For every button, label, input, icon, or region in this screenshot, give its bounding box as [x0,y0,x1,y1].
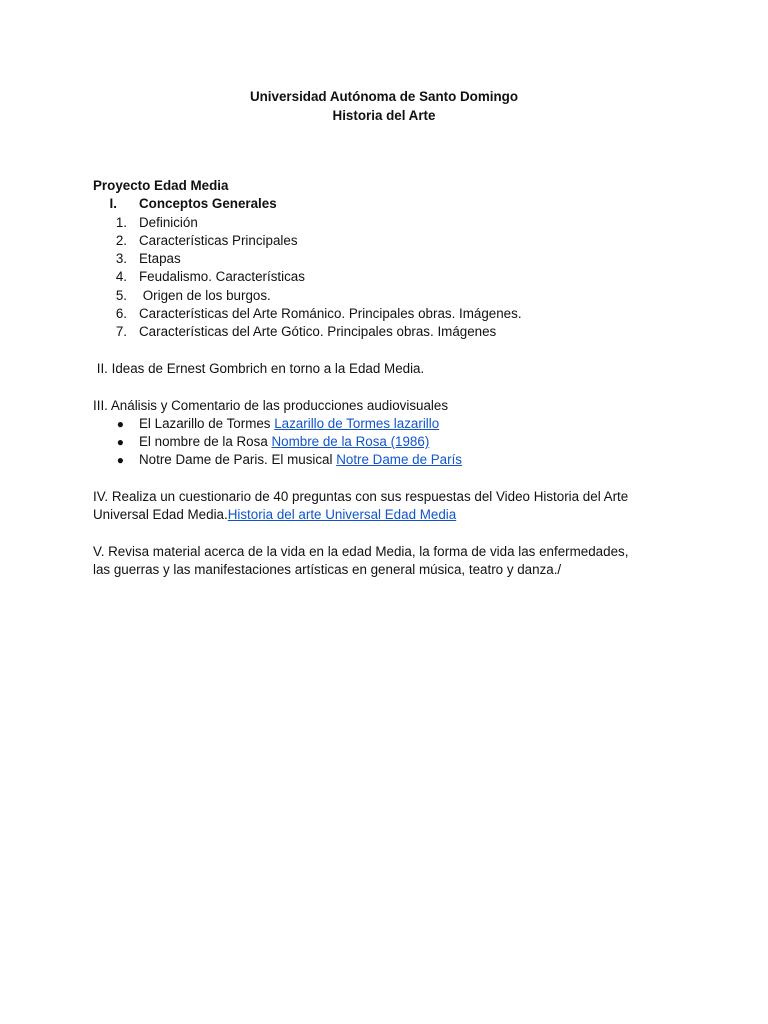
list-item-text: Características del Arte Románico. Principales obras. Imágenes. [139,306,522,322]
lazarillo-link[interactable]: Lazarillo de Tormes lazarillo [274,415,440,431]
list-item [93,323,683,341]
list-item [93,305,683,323]
list-item [93,433,683,451]
bullet-icon: ● [116,416,124,431]
list-item [93,415,683,433]
paragraph-line: IV. Realiza un cuestionario de 40 preguntas con sus respuestas del Video Historia del Arte [93,489,629,505]
paragraph-line: V. Revisa material acerca de la vida en la edad Media, la forma de vida las enfermedades, [93,543,629,559]
section-3-heading: III. Análisis y Comentario de las producciones audiovisuales [93,397,449,413]
list-number: 4. [115,269,127,285]
list-number: 5. [115,287,127,303]
section-4-paragraph [93,488,683,525]
list-item-text: Etapas [139,251,181,267]
spacer [93,342,683,360]
list-item [93,268,683,286]
university-name: Universidad Autónoma de Santo Domingo [249,89,519,104]
list-item-text: Notre Dame de Paris. El musical [139,452,337,468]
document-header [0,87,768,125]
list-number: 2. [115,232,127,248]
nombre-de-la-rosa-link[interactable]: Nombre de la Rosa (1986) [271,434,430,450]
list-item [93,250,683,268]
list-item-text: Definición [139,214,198,230]
list-item [93,287,683,305]
list-number: 3. [115,251,127,267]
list-number: 6. [115,306,127,322]
list-item-text: El Lazarillo de Tormes [139,415,275,431]
spacer [93,470,683,488]
notre-dame-link[interactable]: Notre Dame de París [336,452,462,468]
list-number: 1. [115,214,127,230]
section-1-heading [93,195,683,213]
project-title: Proyecto Edad Media [93,178,229,193]
bullet-icon: ● [116,435,124,450]
spacer [93,378,683,396]
list-item-text: Características Principales [139,232,298,248]
paragraph-line [93,506,683,524]
list-number: 7. [115,324,127,340]
list-item-text: Feudalismo. Características [139,269,305,285]
list-item-text: Origen de los burgos. [139,287,271,303]
section-1-title: Conceptos Generales [139,196,277,212]
roman-numeral-marker: I. [109,196,117,212]
list-item [93,232,683,250]
paragraph-text: Universal Edad Media. [93,507,228,523]
historia-del-arte-link[interactable]: Historia del arte Universal Edad Media [227,507,457,523]
spacer [93,525,683,543]
list-item [93,451,683,469]
paragraph-line: las guerras y las manifestaciones artísticas en general música, teatro y danza./ [93,562,562,578]
section-2-paragraph: II. Ideas de Ernest Gombrich en torno a la Edad Media. [93,360,425,376]
bullet-icon: ● [116,453,124,468]
list-item-text: El nombre de la Rosa [139,434,272,450]
course-name: Historia del Arte [332,108,436,123]
document-body [93,177,683,580]
list-item [93,214,683,232]
section-5-paragraph [93,543,683,580]
list-item-text: Características del Arte Gótico. Principales obras. Imágenes [139,324,497,340]
